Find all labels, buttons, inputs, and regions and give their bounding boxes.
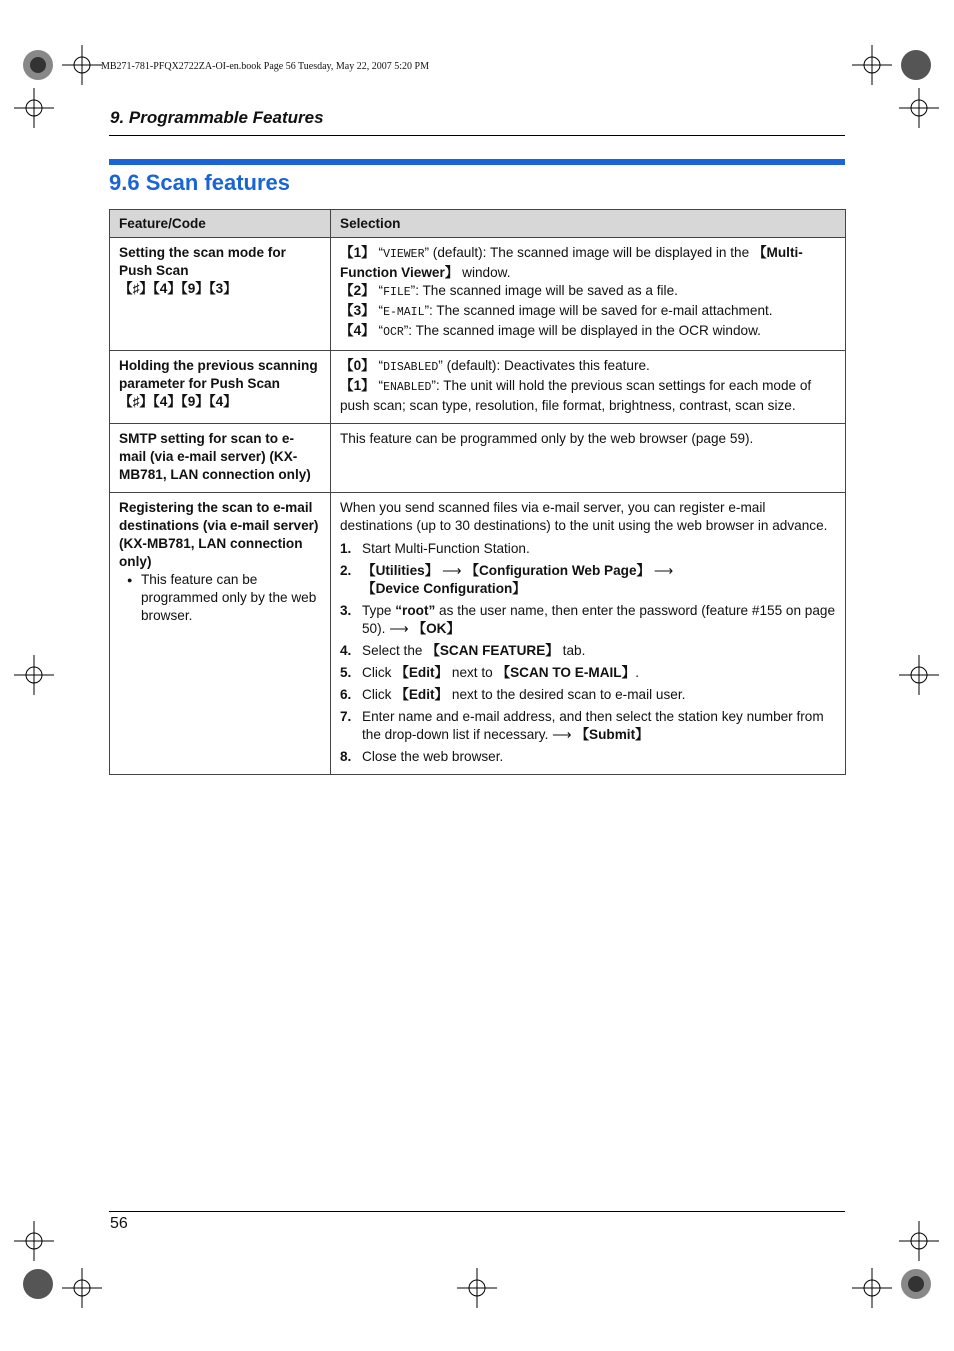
crosshair-icon — [852, 1268, 892, 1308]
table-row — [110, 351, 846, 424]
print-info-line: MB271-781-PFQX2722ZA-OI-en.book Page 56 Tuesday, May 22, 2007 5:20 PM — [101, 61, 429, 72]
list-item: 6. Click 【Edit】 next to the desired scan to e-mail user. — [340, 687, 686, 702]
crosshair-icon — [14, 1221, 54, 1261]
title-bar — [109, 159, 845, 165]
table-row — [110, 493, 846, 775]
option-item: 【0】 “DISABLED” (default): Deactivates this feature. — [340, 358, 650, 374]
registration-mark-icon — [896, 45, 936, 85]
list-item: 5. Click 【Edit】 next to 【SCAN TO E-MAIL】. — [340, 665, 639, 680]
table-row — [110, 424, 846, 493]
feature-name: SMTP setting for scan to e-mail (via e-mail server) (KX-MB781, LAN connection only) — [119, 431, 311, 482]
crosshair-icon — [14, 88, 54, 128]
selection-cell — [331, 424, 846, 493]
note-bullet: ● This feature can be programmed only by the web browser. — [127, 572, 317, 623]
features-table — [109, 209, 846, 775]
arrow-icon: ⟶ — [389, 621, 409, 636]
list-item: 2. 【Utilities】 ⟶ 【Configuration Web Page】 ⟶ 【Device Configuration】 — [340, 563, 674, 596]
arrow-icon: ⟶ — [552, 727, 572, 742]
registration-mark-icon — [18, 45, 58, 85]
footer-divider — [109, 1211, 845, 1212]
section-header: 9. Programmable Features — [110, 108, 324, 127]
selection-text: This feature can be programmed only by the web browser (page 59). — [340, 431, 754, 446]
steps-list — [340, 540, 836, 766]
header-divider — [109, 135, 845, 136]
feature-cell — [110, 493, 331, 775]
crosshair-icon — [62, 45, 102, 85]
list-item: 8. Close the web browser. — [340, 749, 504, 764]
crosshair-icon — [899, 1221, 939, 1261]
feature-name: Holding the previous scanning parameter for Push Scan — [119, 358, 318, 391]
page-title: 9.6 Scan features — [109, 170, 290, 195]
feature-code: 【♯】【4】【9】【3】 — [119, 281, 237, 296]
feature-cell — [110, 238, 331, 351]
list-item: 1. Start Multi-Function Station. — [340, 541, 530, 556]
intro-text: When you send scanned files via e-mail server, you can register e-mail destinations (up to 30 destinations) to the unit using the web browser in advance. — [340, 500, 828, 533]
selection-cell — [331, 351, 846, 424]
option-item: 【3】 “E-MAIL”: The scanned image will be saved for e-mail attachment. — [340, 303, 773, 319]
bullet-icon: ● — [127, 575, 133, 585]
arrow-icon: ⟶ — [442, 563, 462, 578]
crosshair-icon — [899, 88, 939, 128]
table-row — [110, 238, 846, 351]
crosshair-icon — [457, 1268, 497, 1308]
feature-cell — [110, 351, 331, 424]
list-item: 4. Select the 【SCAN FEATURE】 tab. — [340, 643, 586, 658]
column-header-selection: Selection — [331, 210, 846, 238]
arrow-icon: ⟶ — [653, 563, 674, 578]
option-item: 【1】 “ENABLED”: The unit will hold the previous scan settings for each mode of push scan; scan type, resolution, file format, brightness, contrast, scan size. — [340, 378, 812, 413]
registration-mark-icon — [896, 1264, 936, 1304]
feature-code: 【♯】【4】【9】【4】 — [119, 394, 237, 409]
registration-mark-icon — [18, 1264, 58, 1304]
column-header-feature: Feature/Code — [110, 210, 331, 238]
feature-cell — [110, 424, 331, 493]
crosshair-icon — [14, 655, 54, 695]
page-number: 56 — [110, 1215, 128, 1232]
list-item: 3. Type “root” as the user name, then enter the password (feature #155 on page 50). ⟶ 【OK】 — [340, 603, 836, 636]
selection-cell — [331, 238, 846, 351]
list-item: 7. Enter name and e-mail address, and then select the station key number from the drop-down list if necessary. ⟶ 【Submit】 — [340, 709, 824, 742]
option-item: 【4】 “OCR”: The scanned image will be displayed in the OCR window. — [340, 323, 761, 339]
feature-name: Registering the scan to e-mail destinations (via e-mail server) (KX-MB781, LAN connection only) — [119, 500, 319, 569]
option-item: 【1】 “VIEWER” (default): The scanned image will be displayed in the 【Multi-Function Viewer】 window. — [340, 245, 803, 280]
selection-cell — [331, 493, 846, 775]
option-item: 【2】 “FILE”: The scanned image will be saved as a file. — [340, 283, 678, 299]
crosshair-icon — [852, 45, 892, 85]
table-header-row — [110, 210, 846, 238]
crosshair-icon — [899, 655, 939, 695]
feature-name: Setting the scan mode for Push Scan — [119, 245, 286, 278]
crosshair-icon — [62, 1268, 102, 1308]
